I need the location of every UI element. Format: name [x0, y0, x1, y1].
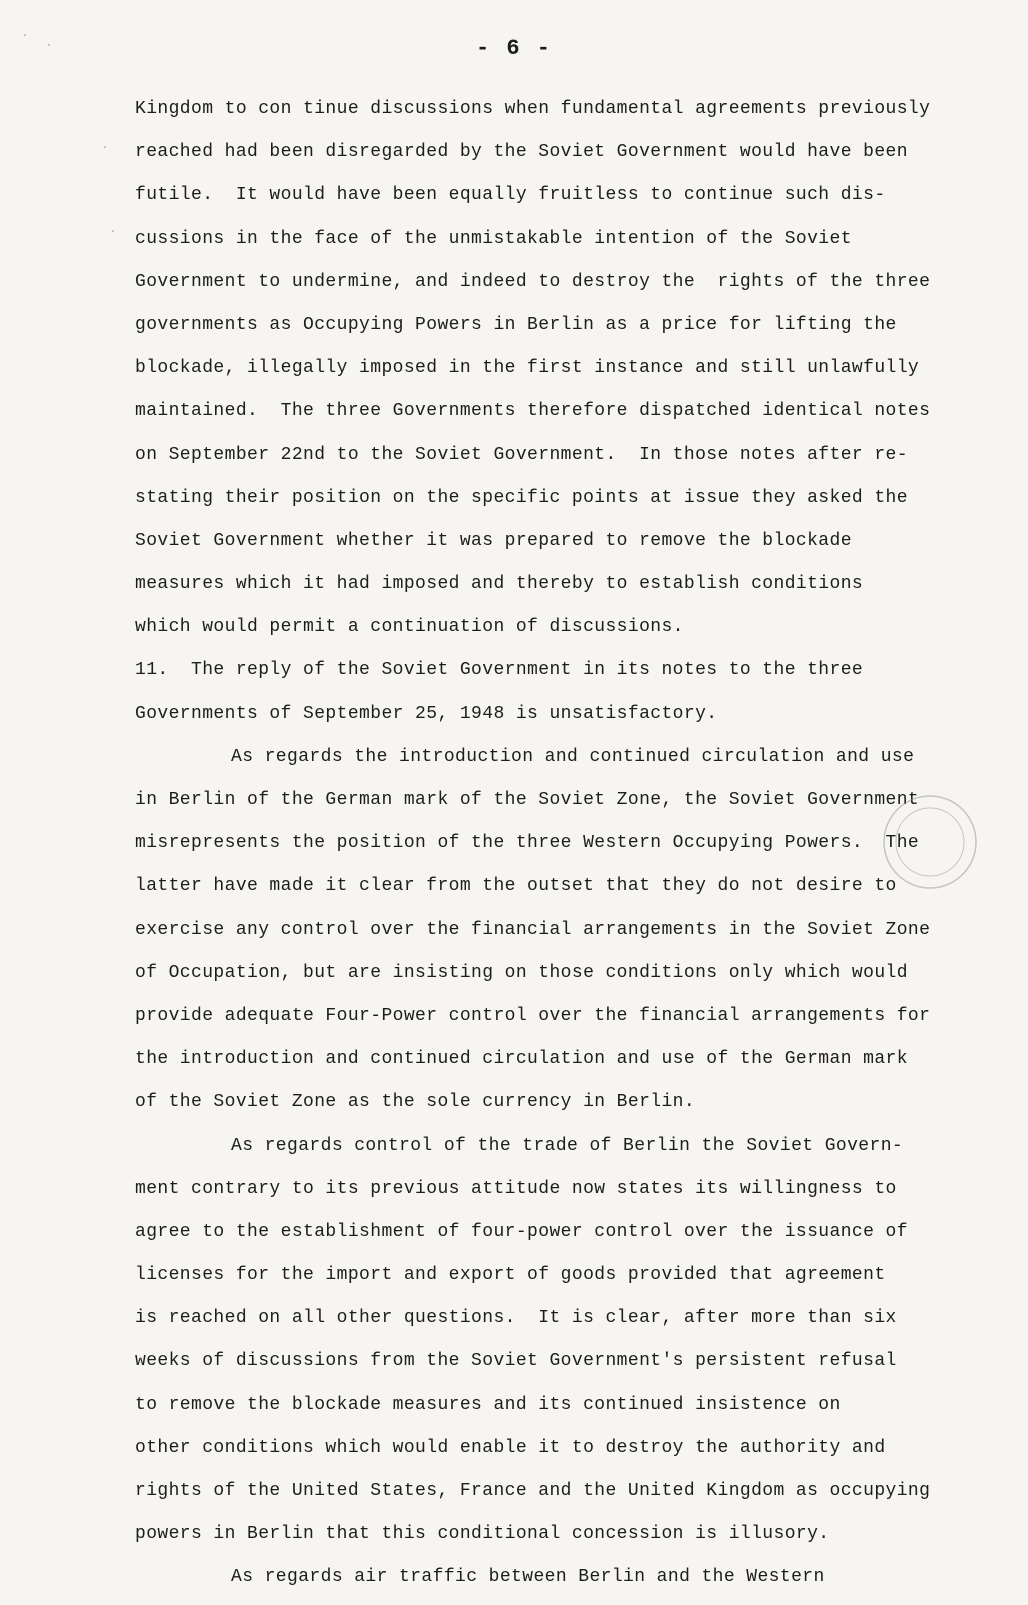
text-line: 11. The reply of the Soviet Government in its notes to the three	[135, 660, 864, 681]
text-line: governments as Occupying Powers in Berlin as a price for lifting the	[135, 314, 897, 335]
text-line: weeks of discussions from the Soviet Government's persistent refusal	[135, 1351, 897, 1372]
text-line: misrepresents the position of the three Western Occupying Powers. The	[135, 833, 920, 854]
text-line: is reached on all other questions. It is clear, after more than six	[135, 1308, 897, 1329]
paper-speck	[104, 146, 106, 148]
text-line: other conditions which would enable it to destroy the authority and	[135, 1437, 886, 1458]
text-line: futile. It would have been equally fruitless to continue such dis-	[135, 185, 886, 206]
text-line: As regards the introduction and continued circulation and use	[231, 746, 915, 767]
text-line: Governments of September 25, 1948 is unsatisfactory.	[135, 703, 718, 724]
text-line: maintained. The three Governments therefore dispatched identical notes	[135, 401, 931, 422]
paper-speck	[112, 230, 114, 232]
text-line: licenses for the import and export of goods provided that agreement	[135, 1265, 886, 1286]
text-line: of the Soviet Zone as the sole currency in Berlin.	[135, 1092, 696, 1113]
paper-speck	[48, 44, 50, 46]
text-line: powers in Berlin that this conditional concession is illusory.	[135, 1524, 830, 1545]
text-line: provide adequate Four-Power control over the financial arrangements for	[135, 1005, 931, 1026]
text-line: cussions in the face of the unmistakable intention of the Soviet	[135, 228, 852, 249]
text-line: rights of the United States, France and the United Kingdom as occupying	[135, 1481, 931, 1501]
archive-stamp	[880, 792, 980, 892]
text-line: As regards air traffic between Berlin and the Western	[231, 1567, 825, 1588]
text-line: which would permit a continuation of discussions.	[135, 617, 684, 638]
text-line: stating their position on the specific points at issue they asked the	[135, 487, 908, 508]
text-line: to remove the blockade measures and its continued insistence on	[135, 1394, 841, 1415]
text-line: latter have made it clear from the outset that they do not desire to	[135, 876, 897, 897]
text-line: agree to the establishment of four-power control over the issuance of	[135, 1221, 908, 1242]
text-line: the introduction and continued circulation and use of the German mark	[135, 1049, 908, 1070]
text-line: exercise any control over the financial arrangements in the Soviet Zone	[135, 919, 931, 940]
text-line: measures which it had imposed and thereby to establish conditions	[135, 574, 864, 595]
text-line: in Berlin of the German mark of the Soviet Zone, the Soviet Government	[135, 790, 920, 810]
body-text	[135, 88, 995, 1600]
text-line: reached had been disregarded by the Soviet Government would have been	[135, 142, 908, 163]
text-line: on September 22nd to the Soviet Government. In those notes after re-	[135, 444, 908, 465]
text-line: ment contrary to its previous attitude now states its willingness to	[135, 1178, 897, 1199]
archive-stamp-seal	[880, 792, 980, 892]
text-line: Government to undermine, and indeed to destroy the rights of the three	[135, 271, 931, 292]
text-line: Soviet Government whether it was prepared to remove the blockade	[135, 530, 852, 551]
text-line: blockade, illegally imposed in the first instance and still unlawfully	[135, 358, 920, 379]
text-line: As regards control of the trade of Berlin the Soviet Govern-	[231, 1135, 904, 1156]
paper-speck	[24, 34, 26, 36]
page-number: - 6 -	[475, 36, 552, 61]
text-line: Kingdom to con tinue discussions when fundamental agreements previously	[135, 99, 931, 119]
text-line: of Occupation, but are insisting on those conditions only which would	[135, 962, 908, 983]
